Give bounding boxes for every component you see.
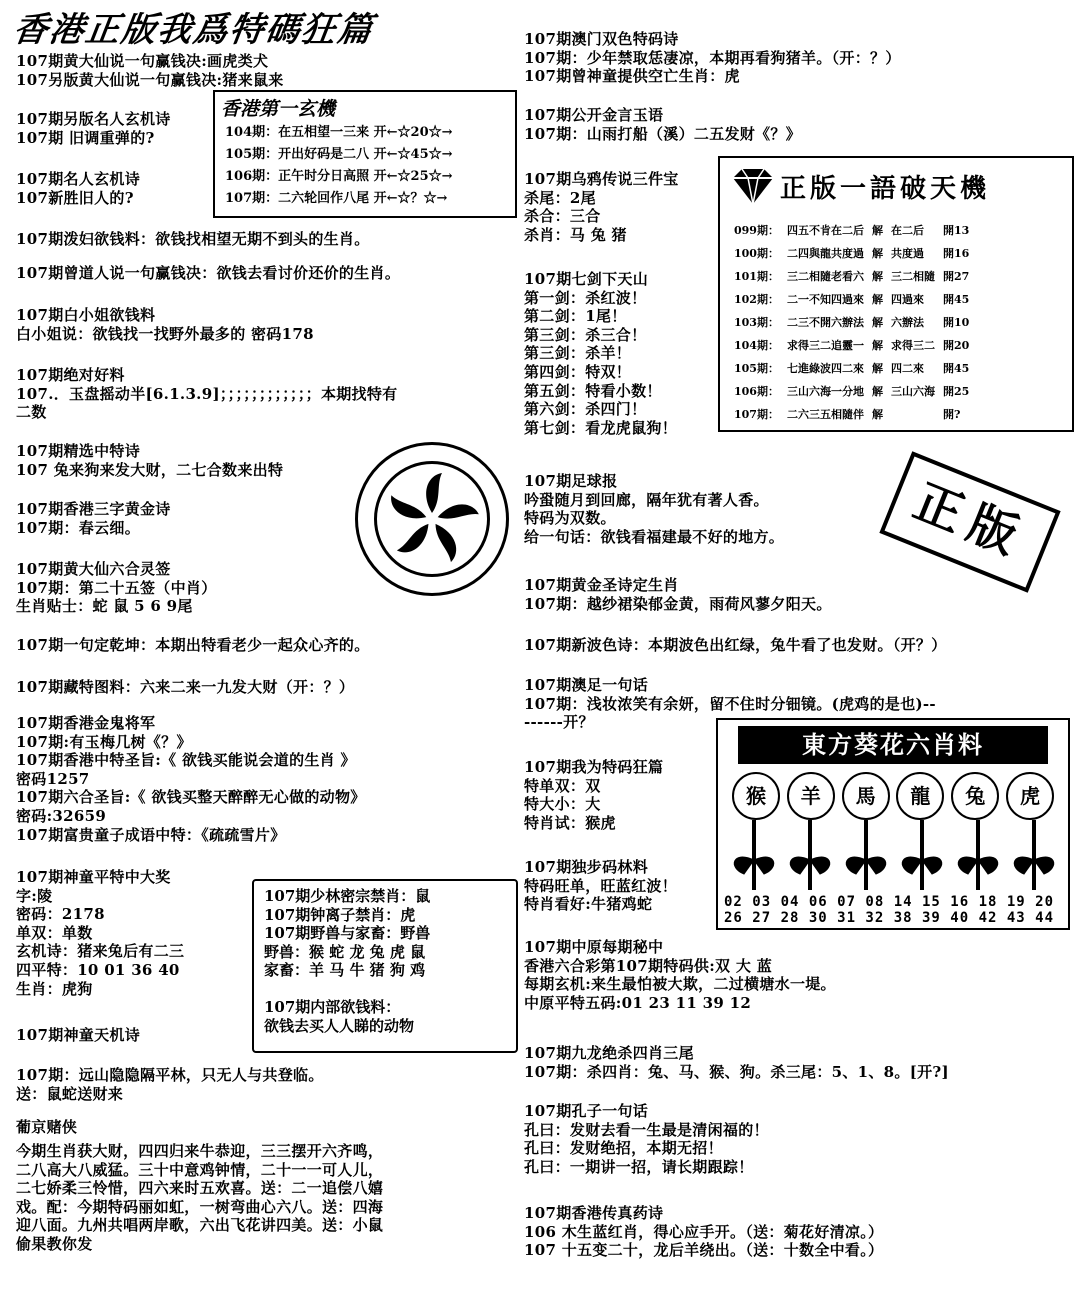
shaolin-line — [264, 980, 430, 998]
text-line: 密码1257 — [16, 769, 90, 788]
sunflower-stems-icon — [718, 820, 1068, 892]
text-line: 107期另版名人玄机诗 — [16, 110, 171, 128]
text-line: 孔曰：发财绝招，本期无招！ — [524, 1139, 723, 1158]
tianji-cell: 解 — [871, 361, 883, 375]
tianji-row — [730, 241, 973, 264]
tianji-cell — [887, 402, 939, 425]
animal-badge: 兔 — [951, 772, 999, 820]
text-line: 107期：远山隐隐隔平林，只无人与共登临。 — [16, 1066, 324, 1084]
text-block — [16, 636, 370, 655]
tianji-cell: 解 — [871, 407, 883, 421]
tianji-row — [730, 264, 973, 287]
text-line: 107期公开金言玉语 — [524, 106, 664, 124]
shaolin-line: 107期野兽与家畜：野兽 — [264, 924, 431, 943]
tianji-cell: 解 — [871, 269, 883, 283]
text-line: 每期玄机:来生最怕被大欺，二过横塘水一堤。 — [524, 975, 836, 994]
tianji-cell: 六辦法 — [890, 315, 924, 329]
text-line: 今期生肖获大财，四四归来牛恭迎，三三摆开六齐鸣， — [16, 1142, 384, 1160]
text-line: 107期富贵童子成语中特：《疏疏雪片》 — [16, 825, 286, 844]
tianji-cell: 開? — [942, 407, 961, 421]
text-line: 杀肖：马 兔 猪 — [524, 225, 627, 244]
tianji-box-header: 正版一語破天機 — [780, 174, 991, 204]
text-line: 107期：杀四肖：兔、马、猴、狗。杀三尾：5、1、8。[开?] — [524, 1062, 949, 1081]
tianji-cell: 106期： — [734, 384, 779, 398]
tianji-cell: 開45 — [942, 292, 970, 306]
text-line: 107期我为特码狂篇 — [524, 758, 664, 776]
tianji-cell: 三二相隨老看六 — [786, 269, 864, 283]
tianji-cell: 開20 — [942, 338, 970, 352]
text-line: 孔曰：发财去看一生最是清闲福的！ — [524, 1120, 769, 1139]
text-line: 107期新波色诗：本期波色出红绿，兔牛看了也发财。（开？） — [524, 636, 947, 654]
text-line: 107期：少年禁取恁凄凉，本期再看狗猪羊。（开：？） — [524, 48, 901, 67]
text-line: 葡京赌侠 — [16, 1118, 78, 1136]
flowers-numbers — [724, 894, 1054, 926]
text-block — [524, 938, 836, 1012]
tianji-cell: 解 — [871, 223, 883, 237]
text-block — [16, 868, 184, 998]
text-line: ------开？ — [524, 713, 594, 732]
tianji-cell: 三山六海 — [890, 384, 935, 398]
text-line: 107期黄大仙六合灵签 — [16, 560, 171, 578]
text-line: 107.．玉盘摇动半[6.1.3.9]；；；；；；；；；；；；本期找特有 — [16, 384, 398, 403]
text-block — [524, 576, 832, 613]
animal-badge: 龍 — [896, 772, 944, 820]
text-line: 107 十五变二十，龙后羊绕出。（送：十数全中看。） — [524, 1241, 884, 1260]
text-line: 107期香港中特圣旨:《 欲钱买能说会道的生肖 》 — [16, 751, 356, 770]
shaolin-line: 野兽：猴 蛇 龙 兔 虎 鼠 — [264, 942, 426, 961]
text-line: 生肖贴士：蛇 鼠 5 6 9尾 — [16, 597, 193, 616]
text-line: 107期精选中特诗 — [16, 442, 141, 460]
tianji-cell: 104期： — [734, 338, 779, 352]
text-block — [16, 52, 284, 89]
tianji-row — [730, 287, 973, 310]
text-line: 107期香港传真药诗 — [524, 1204, 664, 1222]
text-line: 特码为双数。 — [524, 509, 616, 528]
shaolin-line: 家畜：羊 马 牛 猪 狗 鸡 — [264, 961, 426, 980]
text-line: 107新胜旧人的? — [16, 188, 134, 207]
text-block — [524, 30, 901, 86]
text-line: 107期独步码林料 — [524, 858, 649, 876]
text-line: 107期：浅妆浓笑有余妍，留不住时分钿镜。(虎鸡的是也)-- — [524, 694, 936, 713]
animal-badge: 羊 — [787, 772, 835, 820]
text-block — [16, 1142, 383, 1254]
text-block — [16, 1026, 140, 1045]
text-line: 第五剑：特看小数！ — [524, 381, 662, 400]
tianji-cell: 三山六海一分地 — [786, 384, 864, 398]
text-line: 107期 旧调重弹的? — [16, 128, 155, 147]
text-line: 杀尾：2尾 — [524, 188, 596, 207]
text-line: 第三剑：杀三合！ — [524, 325, 647, 344]
tianji-row — [730, 356, 973, 379]
text-line: 第四剑：特双！ — [524, 362, 632, 381]
animal-badge: 猴 — [732, 772, 780, 820]
text-block — [16, 1066, 324, 1103]
bauhinia-flower-icon — [374, 461, 490, 577]
tianji-cell: 四二來 — [890, 361, 924, 375]
tianji-cell: 四五不肯在二后 — [786, 223, 864, 237]
tianji-cell: 求得三二追靈一 — [786, 338, 864, 352]
text-line: 字:陵 — [16, 886, 53, 905]
text-line: 四平特：10 01 36 40 — [16, 960, 180, 979]
text-line: 107期六合圣旨:《 欲钱买整天醉醉无心做的动物》 — [16, 788, 366, 807]
tianji-cell: 解 — [871, 338, 883, 352]
animal-badge: 馬 — [842, 772, 890, 820]
text-block — [524, 1204, 883, 1260]
tianji-cell: 100期： — [734, 246, 779, 260]
text-line: 密码：2178 — [16, 905, 105, 924]
tianji-cell: 開45 — [942, 361, 970, 375]
tianji-cell: 開27 — [942, 269, 970, 283]
text-line: 送：鼠蛇送财来 — [16, 1084, 124, 1103]
tianji-cell: 二一不知四過來 — [786, 292, 864, 306]
text-block — [524, 1044, 949, 1081]
tianji-box — [718, 156, 1074, 432]
text-line: 密码:32659 — [16, 806, 107, 825]
tianji-cell: 開13 — [942, 223, 970, 237]
text-line: 特肖看好:牛猪鸡蛇 — [524, 895, 653, 914]
text-line: 第一剑：杀红波！ — [524, 288, 647, 307]
text-line: 戏。配：今期特码丽如虹，一树弯曲心六八。送：四海 — [16, 1197, 384, 1216]
text-line: 特单双：双 — [524, 776, 601, 795]
tianji-cell: 開16 — [942, 246, 970, 260]
text-line: 107期：越纱裙染郁金黄，雨荷风蓼夕阳天。 — [524, 594, 832, 613]
text-block — [16, 714, 366, 844]
text-line: 二七娇柔三怜惜，四六来时五欢喜。送：二一追偿八嬉 — [16, 1179, 384, 1198]
xuanji-row: 105期：开出好码是二八 开←☆45☆→ — [225, 147, 453, 162]
text-line: 107 兔来狗来发大财，二七合数来出特 — [16, 460, 284, 479]
text-block — [16, 230, 370, 249]
xuanji-box-header: 香港第一玄機 — [221, 98, 336, 120]
flowers-banner: 東方葵花六肖料 — [738, 726, 1048, 764]
tianji-cell: 在二后 — [890, 223, 924, 237]
text-line: 107期九龙绝杀四肖三尾 — [524, 1044, 694, 1062]
text-line: 107期名人玄机诗 — [16, 170, 141, 188]
text-line: 107期黄大仙说一句赢钱决:画虎类犬 — [16, 52, 269, 70]
text-line: 107期神童天机诗 — [16, 1026, 141, 1044]
text-line: 107期澳门双色特码诗 — [524, 30, 679, 48]
text-line: 107期泼妇欲钱料：欲钱找相望无期不到头的生肖。 — [16, 230, 370, 248]
tianji-cell: 102期： — [734, 292, 779, 306]
text-block — [16, 678, 354, 697]
text-line: 107期白小姐欲钱料 — [16, 306, 156, 324]
text-line: 107期澳足一句话 — [524, 676, 649, 694]
text-line: 107期绝对好料 — [16, 366, 125, 384]
text-line: 107期:有玉梅几树《？》 — [16, 732, 192, 751]
animal-row — [732, 772, 1054, 820]
text-line: 107期香港金鬼将军 — [16, 714, 156, 732]
text-line: 106 木生蓝红肖，得心应手开。（送：菊花好清凉。） — [524, 1222, 884, 1241]
text-line: 107另版黄大仙说一句赢钱决:猪来鼠来 — [16, 70, 284, 89]
text-line: 107期香港三字黄金诗 — [16, 500, 171, 518]
text-line: 107期中原每期秘中 — [524, 938, 664, 956]
tianji-cell: 求得三二 — [890, 338, 935, 352]
text-line: 香港六合彩第107期特码供:双 大 蓝 — [524, 956, 772, 975]
text-line: 中原平特五码:01 23 11 39 12 — [524, 993, 752, 1012]
text-line: 生肖：虎狗 — [16, 979, 93, 998]
xuanji-box — [213, 90, 517, 218]
text-line: 107期：第二十五签（中肖） — [16, 578, 217, 597]
tianji-cell: 二四與龍共度過 — [786, 246, 864, 260]
text-line: 107期乌鸦传说三件宝 — [524, 170, 679, 188]
text-block — [16, 306, 314, 343]
tianji-row — [730, 333, 973, 356]
text-line: 玄机诗：猪来兔后有二三 — [16, 942, 185, 961]
text-line: 第三剑：杀羊！ — [524, 344, 632, 363]
flowers-numbers-row: 02 03 04 06 07 08 14 15 16 18 19 20 — [724, 894, 1055, 910]
text-block — [524, 758, 663, 832]
text-line: 单双：单数 — [16, 923, 93, 942]
text-line: 第二剑：1尾！ — [524, 307, 627, 326]
tianji-cell: 共度過 — [890, 246, 924, 260]
tianji-row — [730, 402, 973, 425]
text-block — [16, 500, 171, 537]
tianji-row — [730, 379, 973, 402]
shaolin-line: 107期少林密宗禁肖：鼠 — [264, 887, 431, 905]
tianji-cell: 107期： — [734, 407, 779, 421]
tianji-cell: 103期： — [734, 315, 779, 329]
text-block — [524, 270, 677, 437]
text-line: 特码旺单，旺蓝红波！ — [524, 876, 678, 895]
text-line: 107期一句定乾坤：本期出特看老少一起众心齐的。 — [16, 636, 370, 654]
zhengban-stamp: 正版 — [879, 451, 1060, 593]
flowers-box — [716, 718, 1070, 930]
text-line: 107期：春云细。 — [16, 518, 141, 537]
text-line: 孔曰：一期讲一招，请长期跟踪！ — [524, 1157, 754, 1176]
text-block — [524, 636, 947, 655]
text-block — [16, 110, 171, 147]
text-block — [16, 264, 400, 283]
text-line: 107期：山雨打船（溪）二五发财《？》 — [524, 124, 802, 143]
text-block — [524, 170, 679, 244]
text-block — [16, 170, 140, 207]
flowers-numbers-row: 26 27 28 30 31 32 38 39 40 42 43 44 — [724, 910, 1055, 926]
text-line: 107期七剑下天山 — [524, 270, 649, 288]
text-line: 偷果教你发 — [16, 1234, 93, 1253]
text-line: 107期孔子一句话 — [524, 1102, 649, 1120]
tianji-cell: 解 — [871, 292, 883, 306]
page-title: 香港正版我爲特碼狂篇 — [10, 10, 377, 50]
animal-badge: 虎 — [1006, 772, 1054, 820]
tianji-cell: 二六三五相隨伴 — [786, 407, 864, 421]
text-line: 二八高大八威猛。三十中意鸡钟情，二十一一可人儿， — [16, 1160, 384, 1179]
tianji-cell: 二三不開六辦法 — [786, 315, 864, 329]
shaolin-line: 欲钱去买人人睇的动物 — [264, 1016, 415, 1035]
text-block — [16, 1118, 77, 1137]
tianji-cell: 099期： — [734, 223, 779, 237]
tianji-cell: 解 — [871, 246, 883, 260]
shaolin-line: 107期内部欲钱料： — [264, 997, 401, 1016]
text-line: 迎八面。九州共唱两岸歌，六出飞花讲四美。送：小鼠 — [16, 1216, 384, 1235]
text-line: 第七剑：看龙虎鼠狗！ — [524, 418, 678, 437]
tianji-cell: 開25 — [942, 384, 970, 398]
text-line: 二数 — [16, 403, 47, 422]
text-line: 特大小：大 — [524, 795, 601, 814]
tianji-cell: 解 — [871, 384, 883, 398]
text-line: 吟蛩随月到回廊，隔年犹有著人香。 — [524, 490, 769, 509]
tianji-cell: 三二相隨 — [890, 269, 935, 283]
text-line: 特肖试：猴虎 — [524, 813, 616, 832]
xuanji-row: 106期：正午时分日高照 开←☆25☆→ — [225, 169, 453, 184]
shaolin-box — [252, 879, 518, 1053]
tianji-cell: 101期： — [734, 269, 779, 283]
shaolin-line: 107期钟离子禁肖：虎 — [264, 905, 416, 924]
tianji-cell: 四過來 — [890, 292, 924, 306]
tianji-table — [730, 218, 973, 425]
text-block — [524, 1102, 769, 1176]
text-line: 白小姐说：欲钱找一找野外最多的 密码178 — [16, 324, 314, 343]
hk-emblem-seal — [355, 442, 509, 596]
text-line: 107期藏特图料：六来二来一九发大财（开：？） — [16, 678, 355, 696]
text-line: 107期曾道人说一句赢钱决：欲钱去看讨价还价的生肖。 — [16, 264, 401, 282]
text-line: 107期曾神童提供空亡生肖：虎 — [524, 67, 740, 86]
text-block — [16, 366, 397, 422]
text-block — [16, 560, 217, 616]
text-block — [524, 106, 801, 143]
text-line: 杀合：三合 — [524, 207, 601, 226]
diamond-icon — [728, 166, 778, 206]
text-block — [524, 472, 784, 546]
text-line: 107期足球报 — [524, 472, 618, 490]
text-line: 给一句话：欲钱看福建最不好的地方。 — [524, 527, 785, 546]
text-line: 107期黄金圣诗定生肖 — [524, 576, 679, 594]
tianji-cell: 105期： — [734, 361, 779, 375]
tianji-cell: 解 — [871, 315, 883, 329]
text-line: 107期神童平特中大奖 — [16, 868, 171, 886]
tianji-row — [730, 310, 973, 333]
xuanji-row: 107期：二六轮回作八尾 开←☆？☆→ — [225, 191, 448, 206]
text-block — [524, 858, 677, 914]
tianji-cell: 開10 — [942, 315, 970, 329]
xuanji-rows — [225, 122, 453, 210]
tianji-cell: 七進綠波四二來 — [786, 361, 864, 375]
tianji-row — [730, 218, 973, 241]
text-block — [16, 442, 283, 479]
text-line: 第六剑：杀四门！ — [524, 400, 647, 419]
xuanji-row: 104期：在五相望一三来 开←☆20☆→ — [225, 125, 453, 140]
